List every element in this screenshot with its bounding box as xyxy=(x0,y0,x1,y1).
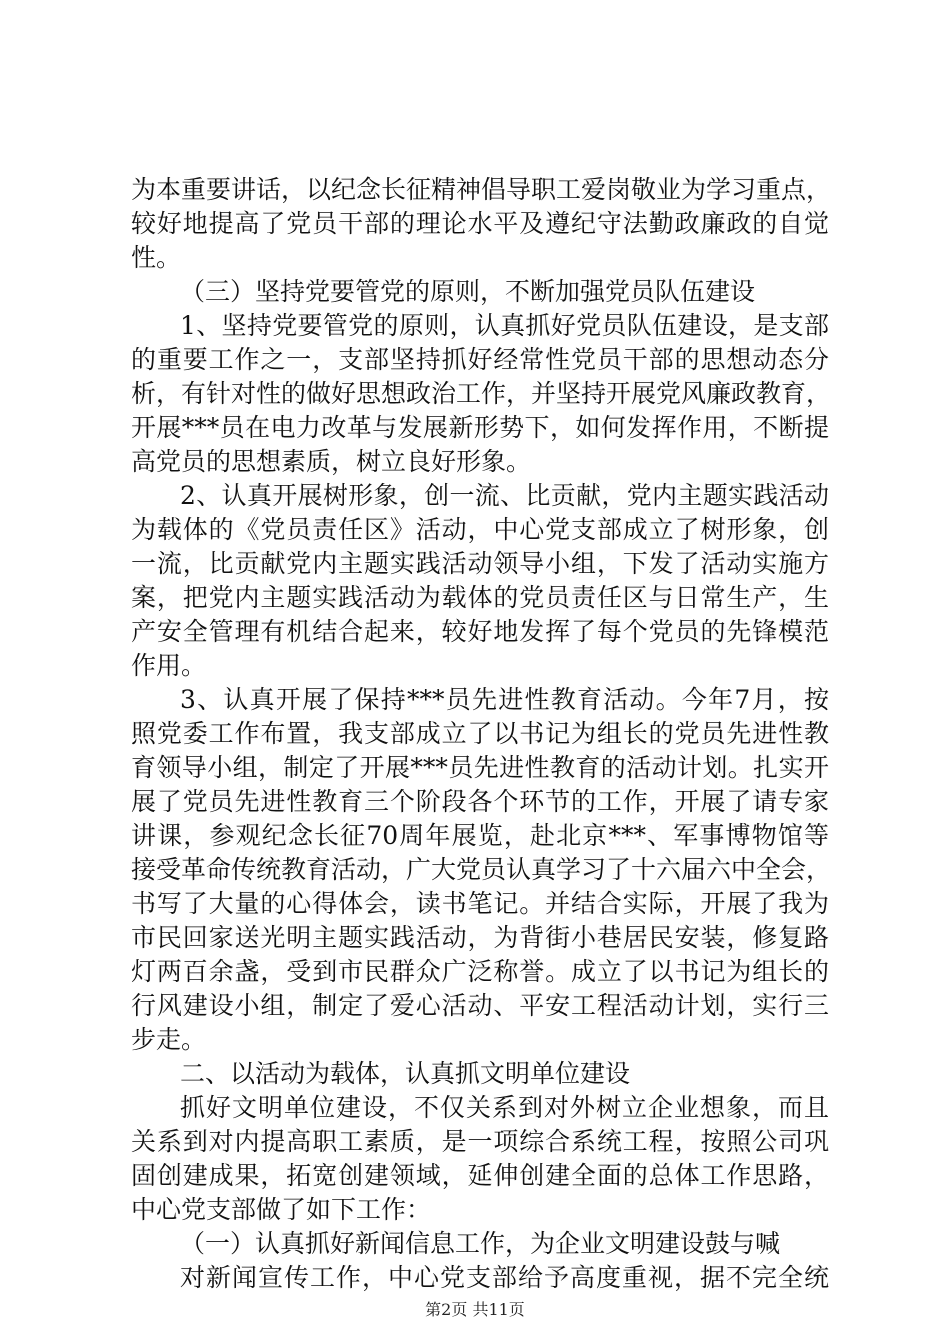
section-heading: （三）坚持党要管党的原则，不断加强党员队伍建设 xyxy=(180,277,756,306)
text-line: 照党委工作布置，我支部成立了以书记为组长的党员先进性教 xyxy=(131,719,829,748)
text-line: 案，把党内主题实践活动为载体的党员责任区与日常生产，生 xyxy=(131,583,829,612)
text-line: 抓好文明单位建设，不仅关系到对外树立企业想象，而且 xyxy=(180,1093,829,1122)
text-line: 行风建设小组，制定了爱心活动、平安工程活动计划，实行三 xyxy=(131,991,829,1020)
text-line: 书写了大量的心得体会，读书笔记。并结合实际，开展了我为 xyxy=(131,889,829,918)
text-line: 产安全管理有机结合起来，较好地发挥了每个党员的先锋模范 xyxy=(131,617,829,646)
text-line: 高党员的思想素质，树立良好形象。 xyxy=(131,447,532,476)
text-line: 一流，比贡献党内主题实践活动领导小组，下发了活动实施方 xyxy=(131,549,829,578)
section-heading: 二、以活动为载体，认真抓文明单位建设 xyxy=(180,1059,631,1088)
text-line: 固创建成果，拓宽创建领域，延伸创建全面的总体工作思路， xyxy=(131,1161,829,1190)
text-line: 1、坚持党要管党的原则，认真抓好党员队伍建设，是支部 xyxy=(180,311,829,340)
text-line: 的重要工作之一，支部坚持抓好经常性党员干部的思想动态分 xyxy=(131,345,829,374)
text-line: 灯两百余盏，受到市民群众广泛称誉。成立了以书记为组长的 xyxy=(131,957,829,986)
text-line: 性。 xyxy=(131,243,182,272)
text-line: 中心党支部做了如下工作： xyxy=(131,1195,432,1224)
text-line: 步走。 xyxy=(131,1025,207,1054)
text-line: 为载体的《党员责任区》活动，中心党支部成立了树形象，创 xyxy=(131,515,829,544)
text-line: 育领导小组，制定了开展***员先进性教育的活动计划。扎实开 xyxy=(131,753,829,782)
text-line: 关系到对内提高职工素质，是一项综合系统工程，按照公司巩 xyxy=(131,1127,829,1156)
text-line: 析，有针对性的做好思想政治工作，并坚持开展党风廉政教育， xyxy=(131,379,832,408)
text-line: 开展***员在电力改革与发展新形势下，如何发挥作用，不断提 xyxy=(131,413,829,442)
text-line: 为本重要讲话，以纪念长征精神倡导职工爱岗敬业为学习重点， xyxy=(131,175,832,204)
text-line: 3、认真开展了保持***员先进性教育活动。今年7月，按 xyxy=(180,685,829,714)
text-line: 对新闻宣传工作，中心党支部给予高度重视，据不完全统 xyxy=(180,1263,829,1292)
text-line: 讲课，参观纪念长征70周年展览，赴北京***、军事博物馆等 xyxy=(131,821,829,850)
text-line: 作用。 xyxy=(131,651,207,680)
text-line: 接受革命传统教育活动，广大党员认真学习了十六届六中全会， xyxy=(131,855,832,884)
text-line: 展了党员先进性教育三个阶段各个环节的工作，开展了请专家 xyxy=(131,787,829,816)
page-number-footer: 第2页 共11页 xyxy=(425,1300,525,1319)
text-line: 2、认真开展树形象，创一流、比贡献，党内主题实践活动 xyxy=(180,481,829,510)
section-heading: （一）认真抓好新闻信息工作，为企业文明建设鼓与喊 xyxy=(180,1229,781,1258)
text-line: 较好地提高了党员干部的理论水平及遵纪守法勤政廉政的自觉 xyxy=(131,209,829,238)
text-line: 市民回家送光明主题实践活动，为背街小巷居民安装，修复路 xyxy=(131,923,829,952)
